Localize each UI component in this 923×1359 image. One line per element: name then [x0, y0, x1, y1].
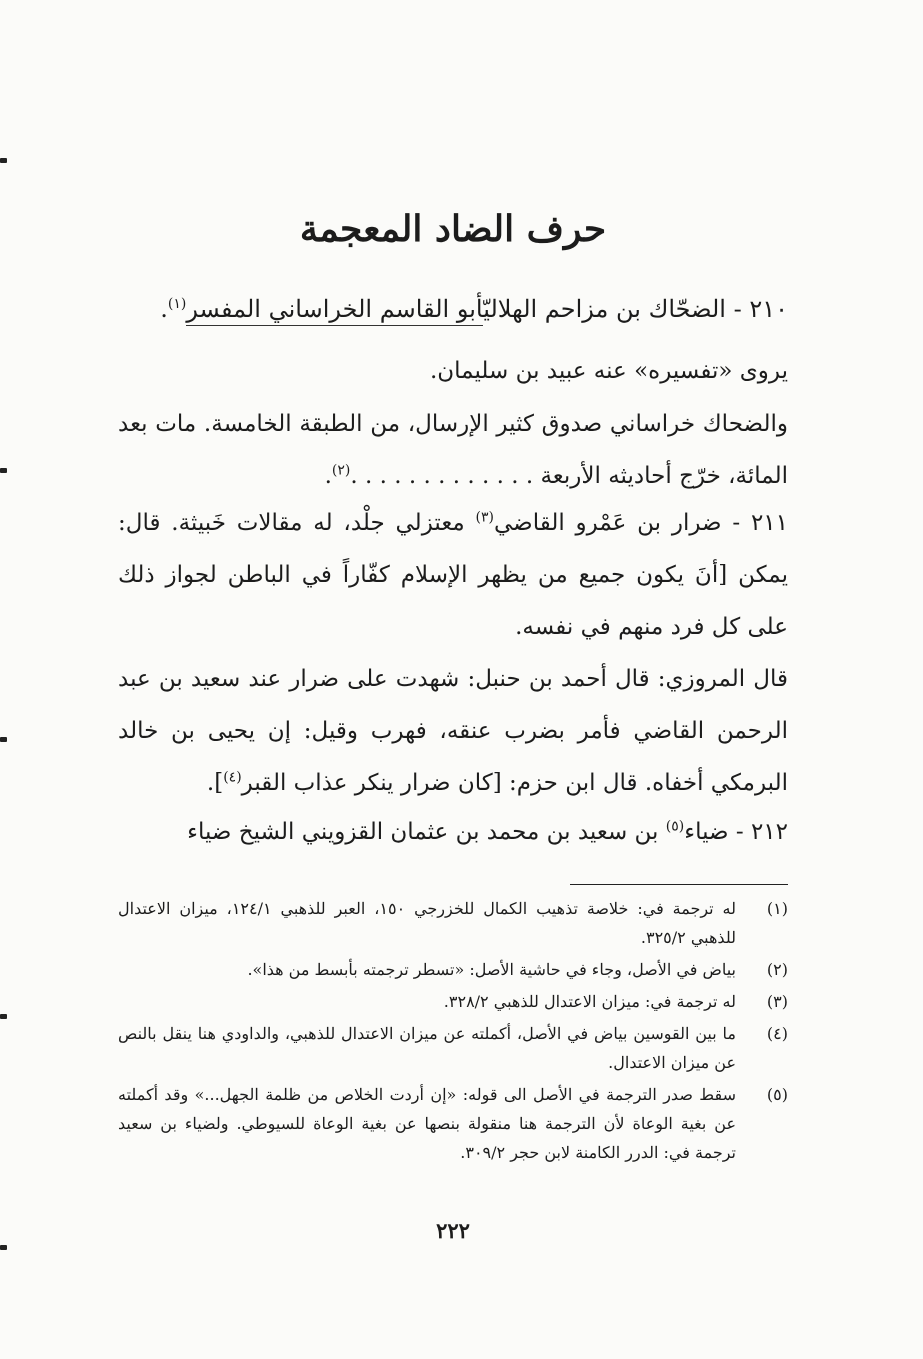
margin-mark [0, 737, 7, 742]
entry-210-underlined-kunya: أبو القاسم الخراساني المفسر [186, 295, 483, 326]
ellipsis-dots: . . . . . . . . . . . . . [350, 463, 534, 489]
entry-211-lead: ٢١١ - ضرار بن عَمْرو القاضي [494, 510, 789, 536]
entry-211-marwazi [118, 653, 788, 809]
entry-211 [118, 497, 788, 653]
entry-212-lead: ٢١٢ - ضياء [684, 819, 788, 845]
footnote-2 [118, 955, 788, 984]
footnote-number: (٢) [766, 960, 788, 979]
footnote-4 [118, 1019, 788, 1077]
footnote-text: سقط صدر الترجمة في الأصل الى قوله: «إن أردت الخلاص من ظلمة الجهل...» وقد أكملته عن بغية الوعاة لأن الترجمة هنا منقولة بنصها عن بغية الوعاة للسيوطي. ولضياء بن سعيد ترجمة في: الدرر الكامنة لابن حجر ٣٠٩/٢. [118, 1085, 736, 1162]
page-number: ٢٢٢ [436, 1218, 470, 1243]
footnote-5 [118, 1080, 788, 1167]
entry-211-marwazi-text: قال المروزي: قال أحمد بن حنبل: شهدت على ضرار عند سعيد بن عبد الرحمن القاضي فأمر بضرب عنقه، فهرب وقيل: إن يحيى بن خالد البرمكي أخفاه. قال ابن حزم: [كان ضرار ينكر عذاب القبر [118, 666, 788, 796]
footnote-text: بياض في الأصل، وجاء في حاشية الأصل: «تسطر ترجمته بأبسط من هذا». [247, 960, 736, 979]
footnote-ref-5: (٥) [665, 818, 685, 835]
entry-210-title [118, 283, 788, 335]
footnote-ref-4: (٤) [223, 769, 242, 786]
margin-mark [0, 158, 7, 163]
footnote-text: له ترجمة في: ميزان الاعتدال للذهبي ٣٢٨/٢. [443, 992, 736, 1011]
footnote-number: (١) [766, 899, 788, 918]
entry-210-description-end: . [324, 463, 332, 489]
entry-211-marwazi-end: ]. [206, 770, 224, 796]
footnote-number: (٣) [766, 992, 788, 1011]
margin-mark [0, 1245, 7, 1250]
entry-210-description [118, 398, 788, 502]
entry-211-text: معتزلي جلْد، له مقالات خَبيثة. قال: يمكن [أنَ يكون جميع من يظهر الإسلام كفّاراً في الباطن لجواز ذلك على كل فرد منهم في نفسه. [118, 510, 788, 640]
entry-212-text: بن سعيد بن محمد بن عثمان القزويني الشيخ ضياء [187, 819, 659, 845]
entry-210-riwaya [118, 345, 788, 397]
entry-210-riwaya-text: يروى «تفسيره» عنه عبيد بن سليمان. [429, 358, 788, 384]
entry-212 [118, 806, 788, 858]
footnote-3 [118, 987, 788, 1016]
footnote-ref-3: (٣) [475, 509, 495, 526]
entry-210-end: . [160, 295, 168, 323]
footnote-number: (٤) [766, 1024, 788, 1043]
footnote-separator [570, 884, 788, 885]
footnote-text: له ترجمة في: خلاصة تذهيب الكمال للخزرجي ١٥٠، العبر للذهبي ١٢٤/١، ميزان الاعتدال للذهبي ٣٢٥/٢. [118, 899, 736, 947]
margin-mark [0, 1014, 7, 1019]
entry-210-description-text: والضحاك خراساني صدوق كثير الإرسال، من الطبقة الخامسة. مات بعد المائة، خرّج أحاديثه الأربعة [118, 411, 788, 489]
footnote-text: ما بين القوسين بياض في الأصل، أكملته عن ميزان الاعتدال للذهبي، والداودي هنا ينقل بالنص عن ميزان الاعتدال. [118, 1024, 736, 1072]
section-heading: حرف الضاد المعجمة [299, 208, 607, 250]
footnote-ref-1: (١) [167, 296, 187, 312]
margin-mark [0, 468, 7, 473]
footnote-1 [118, 894, 788, 952]
footnotes [118, 894, 788, 1170]
footnote-number: (٥) [766, 1085, 788, 1104]
document-page [118, 0, 788, 1359]
footnote-ref-2: (٢) [331, 462, 351, 479]
entry-210-lead: ٢١٠ - الضحّاك بن مزاحم الهلاليّ [483, 295, 788, 323]
